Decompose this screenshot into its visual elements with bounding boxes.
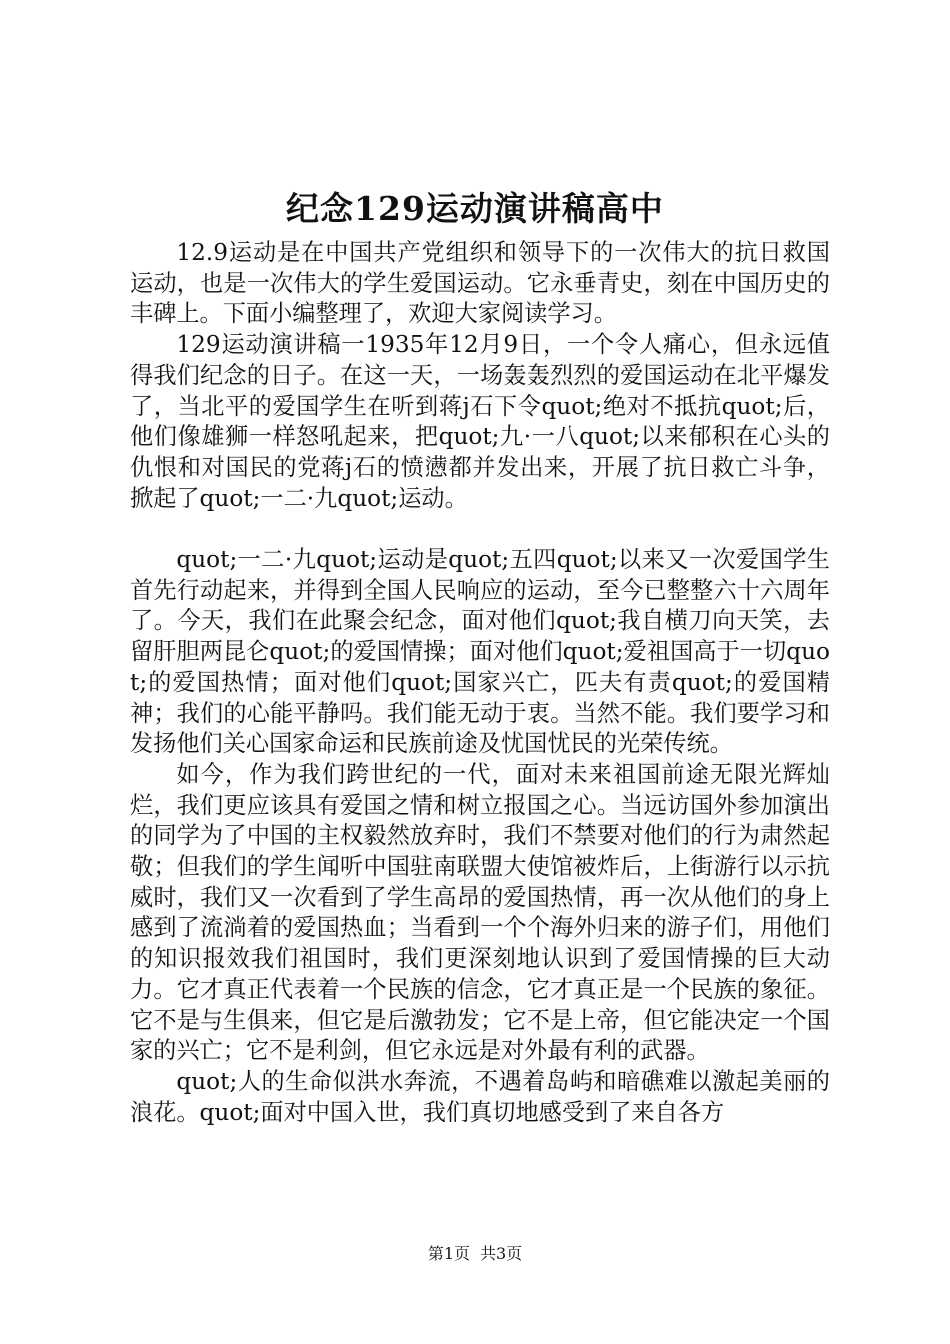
page-number: 第1页: [427, 1244, 470, 1263]
paragraph-intro: 12.9运动是在中国共产党组织和领导下的一次伟大的抗日救国运动，也是一次伟大的学生爱国运动。它永垂青史，刻在中国历史的丰碑上。下面小编整理了，欢迎大家阅读学习。: [130, 239, 830, 328]
paragraph-spacer: [130, 514, 830, 545]
document-title: 纪念129运动演讲稿高中: [286, 189, 664, 228]
document-body: [130, 238, 830, 1128]
page-footer: [0, 1243, 950, 1265]
paragraph-speech-2: quot;一二·九quot;运动是quot;五四quot;以来又一次爱国学生首先行动起来，并得到全国人民响应的运动，至今已整整六十六周年了。今天，我们在此聚会纪念，面对他们quot;我自横刀向天笑，去留肝胆两昆仑quot;的爱国情操；面对他们quot;爱祖国高于一切quot;的爱国热情；面对他们quot;国家兴亡，匹夫有责quot;的爱国精神；我们的心能平静吗。我们能无动于衷。当然不能。我们要学习和发扬他们关心国家命运和民族前途及忧国忧民的光荣传统。: [130, 546, 830, 758]
page-total: 共3页: [480, 1244, 523, 1263]
paragraph-speech-1: 129运动演讲稿一1935年12月9日，一个令人痛心，但永远值得我们纪念的日子。在这一天，一场轰轰烈烈的爱国运动在北平爆发了，当北平的爱国学生在听到蒋j石下令quot;绝对不抵抗quot;后，他们像雄狮一样怒吼起来，把quot;九·一八quot;以来郁积在心头的仇恨和对国民的党蒋j石的愤懑都并发出来，开展了抗日救亡斗争，掀起了quot;一二·九quot;运动。: [130, 331, 830, 512]
paragraph-speech-3: 如今，作为我们跨世纪的一代，面对未来祖国前途无限光辉灿烂，我们更应该具有爱国之情和树立报国之心。当远访国外参加演出的同学为了中国的主权毅然放弃时，我们不禁要对他们的行为肃然起敬；但我们的学生闻听中国驻南联盟大使馆被炸后，上街游行以示抗威时，我们又一次看到了学生高昂的爱国热情，再一次从他们的身上感到了流淌着的爱国热血；当看到一个个海外归来的游子们，用他们的知识报效我们祖国时，我们更深刻地认识到了爱国情操的巨大动力。它才真正代表着一个民族的信念，它才真正是一个民族的象征。它不是与生俱来，但它是后激勃发；它不是上帝，但它能决定一个国家的兴亡；它不是利剑，但它永远是对外最有利的武器。: [130, 760, 830, 1065]
paragraph-speech-4: quot;人的生命似洪水奔流，不遇着岛屿和暗礁难以激起美丽的浪花。quot;面对中国入世，我们真切地感受到了来自各方: [130, 1067, 830, 1126]
